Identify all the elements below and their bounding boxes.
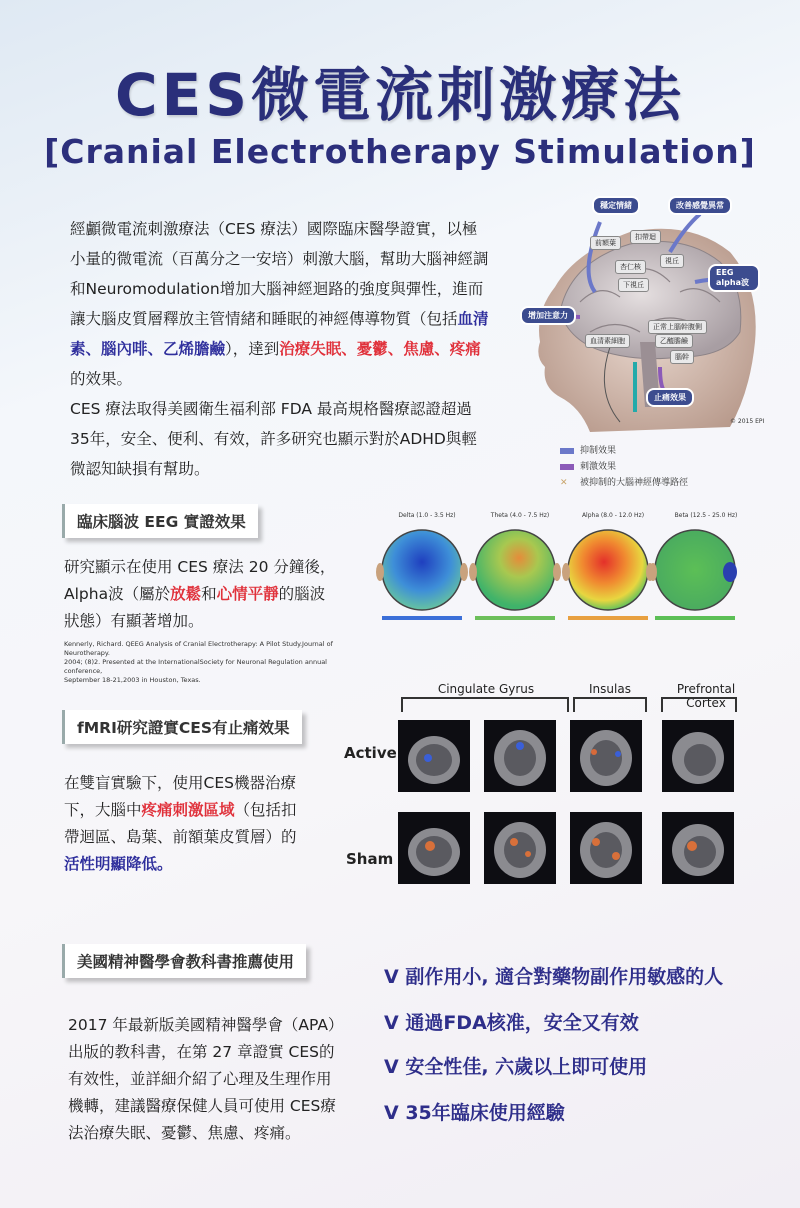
mri-scan xyxy=(662,720,734,792)
theta-map xyxy=(469,530,561,610)
arrow-icon xyxy=(560,464,574,470)
label-stabilize-mood: 穩定情緒 xyxy=(592,196,640,215)
map-title: Alpha (8.0 - 12.0 Hz) xyxy=(581,512,645,519)
row-label-sham: Sham xyxy=(346,850,394,868)
mri-scan xyxy=(662,812,734,884)
benefit-item: V 通過FDA核准，安全又有效 xyxy=(384,1012,639,1034)
row-label-active: Active xyxy=(344,744,397,762)
eeg-reference: Kennerly, Richard. QEEG Analysis of Cranial Electrotherapy: A Pilot Study.Journal of Neurotherapy. 2004; (8)2. Presented at the InternationalSociety for Neuronal Regulation annual conference, September 18-21,2003 in Houston, Texas. xyxy=(64,640,333,684)
eeg-maps xyxy=(372,512,738,632)
fmri-text: 在雙盲實驗下，使用CES機器治療 下，大腦中疼痛刺激區域（包括扣 帶迴區、島葉、前額葉皮質層）的 活性明顯降低。 xyxy=(64,774,297,873)
eeg-heading: 臨床腦波 EEG 實證效果 xyxy=(62,504,258,538)
mri-scan xyxy=(484,720,556,792)
highlight-serotonin: 血清 xyxy=(457,310,489,328)
column-brackets xyxy=(400,694,740,716)
page-subtitle: [Cranial Electrotherapy Stimulation] xyxy=(44,132,756,171)
inner-label: 杏仁核 xyxy=(615,260,646,274)
intro-line: 35年，安全、便利、有效，許多研究也顯示對於ADHD與輕 xyxy=(70,430,477,448)
eeg-topomaps xyxy=(372,522,738,632)
fmri-heading: fMRI研究證實CES有止痛效果 xyxy=(62,710,302,744)
label-improve-sensation: 改善感覺異常 xyxy=(668,196,732,215)
arrow-icon xyxy=(560,448,574,454)
mri-scan xyxy=(570,812,642,884)
legend-pathway: ✕ 被抑制的大腦神經傳導路徑 xyxy=(560,478,689,488)
col-label-insulas: Insulas xyxy=(589,682,631,696)
inner-label: 扣帶迴 xyxy=(630,230,661,244)
inner-label: 正常上腦幹腹側 xyxy=(648,320,707,334)
map-title: Theta (4.0 - 7.5 Hz) xyxy=(490,512,550,519)
copyright: © 2015 EPI xyxy=(730,418,765,425)
intro-line: 的效果。 xyxy=(70,370,133,388)
intro-line: CES 療法取得美國衛生福利部 FDA 最高規格醫療認證超過 xyxy=(70,400,472,418)
col-label-prefrontal: Prefrontal Cortex xyxy=(676,682,736,710)
alpha-map xyxy=(562,530,654,610)
cross-icon: ✕ xyxy=(560,478,568,488)
legend-inhibition: 抑制效果 xyxy=(560,443,616,456)
inner-label: 乙醯膽鹼 xyxy=(655,334,693,348)
highlight-treatment: 治療失眠、憂鬱、焦慮、疼痛 xyxy=(279,340,481,358)
intro-line: 小量的微電流（百萬分之一安培）刺激大腦，幫助大腦神經調 xyxy=(70,250,489,268)
apa-heading: 美國精神醫學會教科書推薦使用 xyxy=(62,944,306,978)
benefit-item: V 副作用小, 適合對藥物副作用敏感的人 xyxy=(384,966,724,988)
inner-label: 視丘 xyxy=(660,254,684,268)
intro-paragraph xyxy=(70,214,510,484)
inner-label: 前額葉 xyxy=(590,236,621,250)
col-label-cingulate: Cingulate Gyrus xyxy=(437,682,535,696)
benefit-item: V 安全性佳, 六歲以上即可使用 xyxy=(384,1056,648,1078)
benefit-item: V 35年臨床使用經驗 xyxy=(384,1102,565,1124)
map-title: Delta (1.0 - 3.5 Hz) xyxy=(398,512,456,519)
label-attention: 增加注意力 xyxy=(520,306,576,325)
intro-line: 讓大腦皮質層釋放主管情緒和睡眠的神經傳導物質（包括血清 xyxy=(70,310,489,328)
intro-line: 素、腦內啡、乙烯膽鹼），達到治療失眠、憂鬱、焦慮、疼痛 xyxy=(70,340,481,358)
apa-text: 2017 年最新版美國精神醫學會（APA） 出版的教科書，在第 27 章證實 CES的 有效性，並詳細介紹了心理及生理作用 機轉，建議醫療保健人員可使用 CES療 法治療失眠、憂鬱、焦慮、疼痛。 xyxy=(68,1016,344,1142)
page-title: CES微電流刺激療法 xyxy=(115,61,685,129)
intro-line: 經顱微電流刺激療法（CES 療法）國際臨床醫學證實，以極 xyxy=(70,220,478,238)
label-eeg-alpha: EEG alpha波 xyxy=(708,264,760,292)
beta-map xyxy=(649,530,737,610)
label-pain-relief: 止痛效果 xyxy=(646,388,694,407)
eeg-text: 研究顯示在使用 CES 療法 20 分鐘後， Alpha波（屬於放鬆和心情平靜的腦波 狀態）有顯著增加。 xyxy=(64,558,336,630)
intro-line: 微認知缺損有幫助。 xyxy=(70,460,210,478)
mri-scan xyxy=(398,812,470,884)
inner-label: 腦幹 xyxy=(670,350,694,364)
inner-label: 下視丘 xyxy=(618,278,649,292)
mri-scan xyxy=(570,720,642,792)
inner-label: 血清素細胞 xyxy=(585,334,630,348)
intro-line: 和Neuromodulation增加大腦神經迴路的強度與彈性，進而 xyxy=(70,280,484,298)
legend-stimulation: 刺激效果 xyxy=(560,459,616,472)
mri-scan xyxy=(484,812,556,884)
highlight-neuro: 素、腦內啡、乙烯膽鹼 xyxy=(70,340,226,358)
delta-map xyxy=(376,530,468,610)
map-title: Beta (12.5 - 25.0 Hz) xyxy=(674,512,738,519)
brain-diagram xyxy=(520,192,770,432)
mri-scan xyxy=(398,720,470,792)
